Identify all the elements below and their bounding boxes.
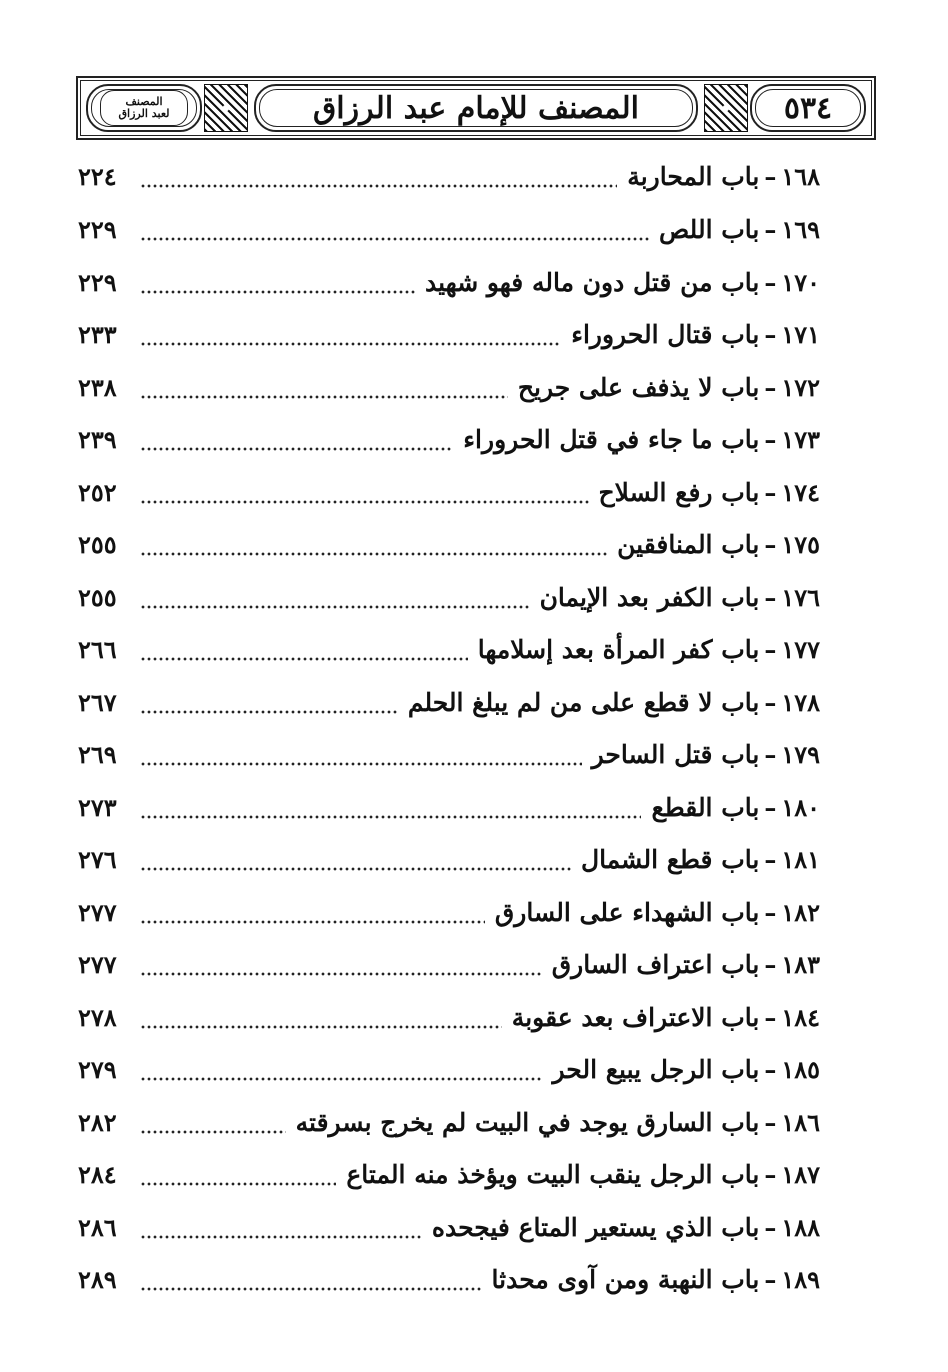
entry-number: ١٧٣ [781, 424, 820, 454]
toc-entry: ١٧٣ – باب ما جاء في قتل الحروراء ٢٣٩ [78, 424, 820, 454]
entry-title: باب كفر المرأة بعد إسلامها [477, 634, 760, 664]
toc-entry: ١٧٩ – باب قتل الساحر ٢٦٩ [78, 739, 820, 769]
entry-title: باب السارق يوجد في البيت لم يخرج بسرقته [295, 1107, 760, 1137]
header-page-cartouche [750, 84, 866, 132]
entry-number: ١٨٨ [781, 1212, 820, 1242]
entry-number: ١٨٧ [781, 1159, 820, 1189]
entry-page: ٢٧٧ [78, 949, 117, 979]
dot-leader [140, 374, 508, 400]
dot-leader [140, 584, 530, 610]
dot-leader [140, 951, 542, 977]
entry-title: باب الرجل ينقب البيت ويؤخذ منه المتاع [346, 1159, 760, 1189]
entry-page: ٢٦٧ [78, 687, 117, 717]
ornament-right [704, 84, 748, 132]
entry-title: باب من قتل دون ماله فهو شهيد [425, 267, 760, 297]
toc-entry: ١٨٤ – باب الاعتراف بعد عقوبة ٢٧٨ [78, 1002, 820, 1032]
toc-entry: ١٦٨ – باب المحاربة ٢٢٤ [78, 161, 820, 191]
entry-title: باب لا يذفف على جريح [517, 372, 760, 402]
page-header [76, 76, 876, 140]
toc-entry: ١٧٨ – باب لا قطع على من لم يبلغ الحلم ٢٦٧ [78, 687, 820, 717]
entry-number: ١٨٢ [781, 897, 820, 927]
entry-number: ١٧١ [781, 319, 820, 349]
entry-number: ١٨٤ [781, 1002, 820, 1032]
entry-page: ٢٢٤ [78, 161, 117, 191]
entry-number: ١٨٥ [781, 1054, 820, 1084]
entry-page: ٢٨٢ [78, 1107, 117, 1137]
entry-number: ١٦٨ [781, 161, 820, 191]
entry-title: باب الاعتراف بعد عقوبة [511, 1002, 760, 1032]
toc-entry: ١٨٥ – باب الرجل يبيع الحر ٢٧٩ [78, 1054, 820, 1084]
toc-entry: ١٨٨ – باب الذي يستعير المتاع فيجحده ٢٨٦ [78, 1212, 820, 1242]
entry-page: ٢٦٦ [78, 634, 117, 664]
dot-leader [140, 163, 617, 189]
entry-number: ١٧٤ [781, 477, 820, 507]
dot-leader [140, 899, 485, 925]
toc-entry: ١٨١ – باب قطع الشمال ٢٧٦ [78, 844, 820, 874]
entry-title: باب الكفر بعد الإيمان [539, 582, 760, 612]
toc-entry: ١٧٠ – باب من قتل دون ماله فهو شهيد ٢٢٩ [78, 267, 820, 297]
header-seal-cartouche [86, 84, 202, 132]
toc-entry: ١٦٩ – باب اللص ٢٢٩ [78, 214, 820, 244]
entry-number: ١٨٣ [781, 949, 820, 979]
entry-title: باب الشهداء على السارق [494, 897, 760, 927]
toc-entry: ١٨٣ – باب اعتراف السارق ٢٧٧ [78, 949, 820, 979]
entry-title: باب اللص [659, 214, 760, 244]
dot-leader [140, 636, 468, 662]
toc-entry: ١٧٢ – باب لا يذفف على جريح ٢٣٨ [78, 372, 820, 402]
page-number: ٥٣٤ [783, 90, 833, 126]
dot-leader [140, 846, 571, 872]
entry-title: باب القطع [651, 792, 760, 822]
dot-leader [140, 1004, 502, 1030]
dot-leader [140, 216, 649, 242]
toc-entry: ١٧٧ – باب كفر المرأة بعد إسلامها ٢٦٦ [78, 634, 820, 664]
seal-line-2: لعبد الرزاق [118, 107, 170, 120]
entry-number: ١٧٨ [781, 687, 820, 717]
entry-page: ٢٢٩ [78, 214, 117, 244]
dot-leader [140, 1056, 543, 1082]
entry-page: ٢٨٤ [78, 1159, 117, 1189]
header-title-cartouche [254, 84, 698, 132]
dot-leader [140, 321, 561, 347]
dot-leader [140, 479, 589, 505]
dot-leader [140, 1161, 336, 1187]
ornament-left [204, 84, 248, 132]
entry-page: ٢٥٥ [78, 529, 117, 559]
running-title: المصنف للإمام عبد الرزاق [313, 90, 639, 126]
entry-page: ٢٣٨ [78, 372, 117, 402]
entry-title: باب الذي يستعير المتاع فيجحده [431, 1212, 760, 1242]
entry-title: باب المحاربة [627, 161, 760, 191]
dot-leader [140, 426, 453, 452]
dot-leader [140, 1214, 422, 1240]
toc-entry: ١٨٩ – باب النهبة ومن آوى محدثا ٢٨٩ [78, 1264, 820, 1294]
entry-title: باب لا قطع على من لم يبلغ الحلم [407, 687, 760, 717]
entry-title: باب قطع الشمال [580, 844, 760, 874]
book-seal [100, 90, 188, 126]
toc-entry: ١٨٧ – باب الرجل ينقب البيت ويؤخذ منه المتاع ٢٨٤ [78, 1159, 820, 1189]
entry-title: باب ما جاء في قتل الحروراء [463, 424, 760, 454]
dot-leader [140, 794, 641, 820]
entry-number: ١٦٩ [781, 214, 820, 244]
entry-page: ٢٧٦ [78, 844, 117, 874]
toc-entry: ١٧٥ – باب المنافقين ٢٥٥ [78, 529, 820, 559]
toc-entry: ١٨٢ – باب الشهداء على السارق ٢٧٧ [78, 897, 820, 927]
toc-entry: ١٧١ – باب قتال الحروراء ٢٣٣ [78, 319, 820, 349]
entry-page: ٢٧٩ [78, 1054, 117, 1084]
toc-entry: ١٧٤ – باب رفع السلاح ٢٥٢ [78, 477, 820, 507]
entry-number: ١٧٢ [781, 372, 820, 402]
entry-title: باب اعتراف السارق [551, 949, 760, 979]
dot-leader [140, 269, 415, 295]
dot-leader [140, 531, 607, 557]
entry-number: ١٨٩ [781, 1264, 820, 1294]
entry-page: ٢٧٧ [78, 897, 117, 927]
entry-title: باب قتال الحروراء [571, 319, 760, 349]
toc-entry: ١٧٦ – باب الكفر بعد الإيمان ٢٥٥ [78, 582, 820, 612]
entry-title: باب المنافقين [617, 529, 760, 559]
entry-number: ١٧٧ [781, 634, 820, 664]
entry-number: ١٧٩ [781, 739, 820, 769]
entry-page: ٢٧٨ [78, 1002, 117, 1032]
entry-page: ٢٨٦ [78, 1212, 117, 1242]
entry-number: ١٨٦ [781, 1107, 820, 1137]
entry-page: ٢٣٩ [78, 424, 117, 454]
entry-number: ١٧٥ [781, 529, 820, 559]
dot-leader [140, 1109, 286, 1135]
entry-title: باب النهبة ومن آوى محدثا [491, 1264, 760, 1294]
toc-entry: ١٨٠ – باب القطع ٢٧٣ [78, 792, 820, 822]
entry-title: باب قتل الساحر [591, 739, 760, 769]
toc-entry: ١٨٦ – باب السارق يوجد في البيت لم يخرج بسرقته ٢٨٢ [78, 1107, 820, 1137]
entry-page: ٢٥٢ [78, 477, 117, 507]
entry-page: ٢٨٩ [78, 1264, 117, 1294]
entry-title: باب الرجل يبيع الحر [552, 1054, 760, 1084]
entry-number: ١٨١ [781, 844, 820, 874]
entry-page: ٢٣٣ [78, 319, 117, 349]
dot-leader [140, 741, 582, 767]
entry-title: باب رفع السلاح [598, 477, 760, 507]
entry-page: ٢٧٣ [78, 792, 117, 822]
dot-leader [140, 689, 398, 715]
entry-page: ٢٦٩ [78, 739, 117, 769]
entry-page: ٢٥٥ [78, 582, 117, 612]
entry-number: ١٧٦ [781, 582, 820, 612]
entry-page: ٢٢٩ [78, 267, 117, 297]
entry-number: ١٧٠ [781, 267, 820, 297]
entry-number: ١٨٠ [781, 792, 820, 822]
dot-leader [140, 1266, 482, 1292]
seal-line-1: المصنف [125, 95, 163, 108]
